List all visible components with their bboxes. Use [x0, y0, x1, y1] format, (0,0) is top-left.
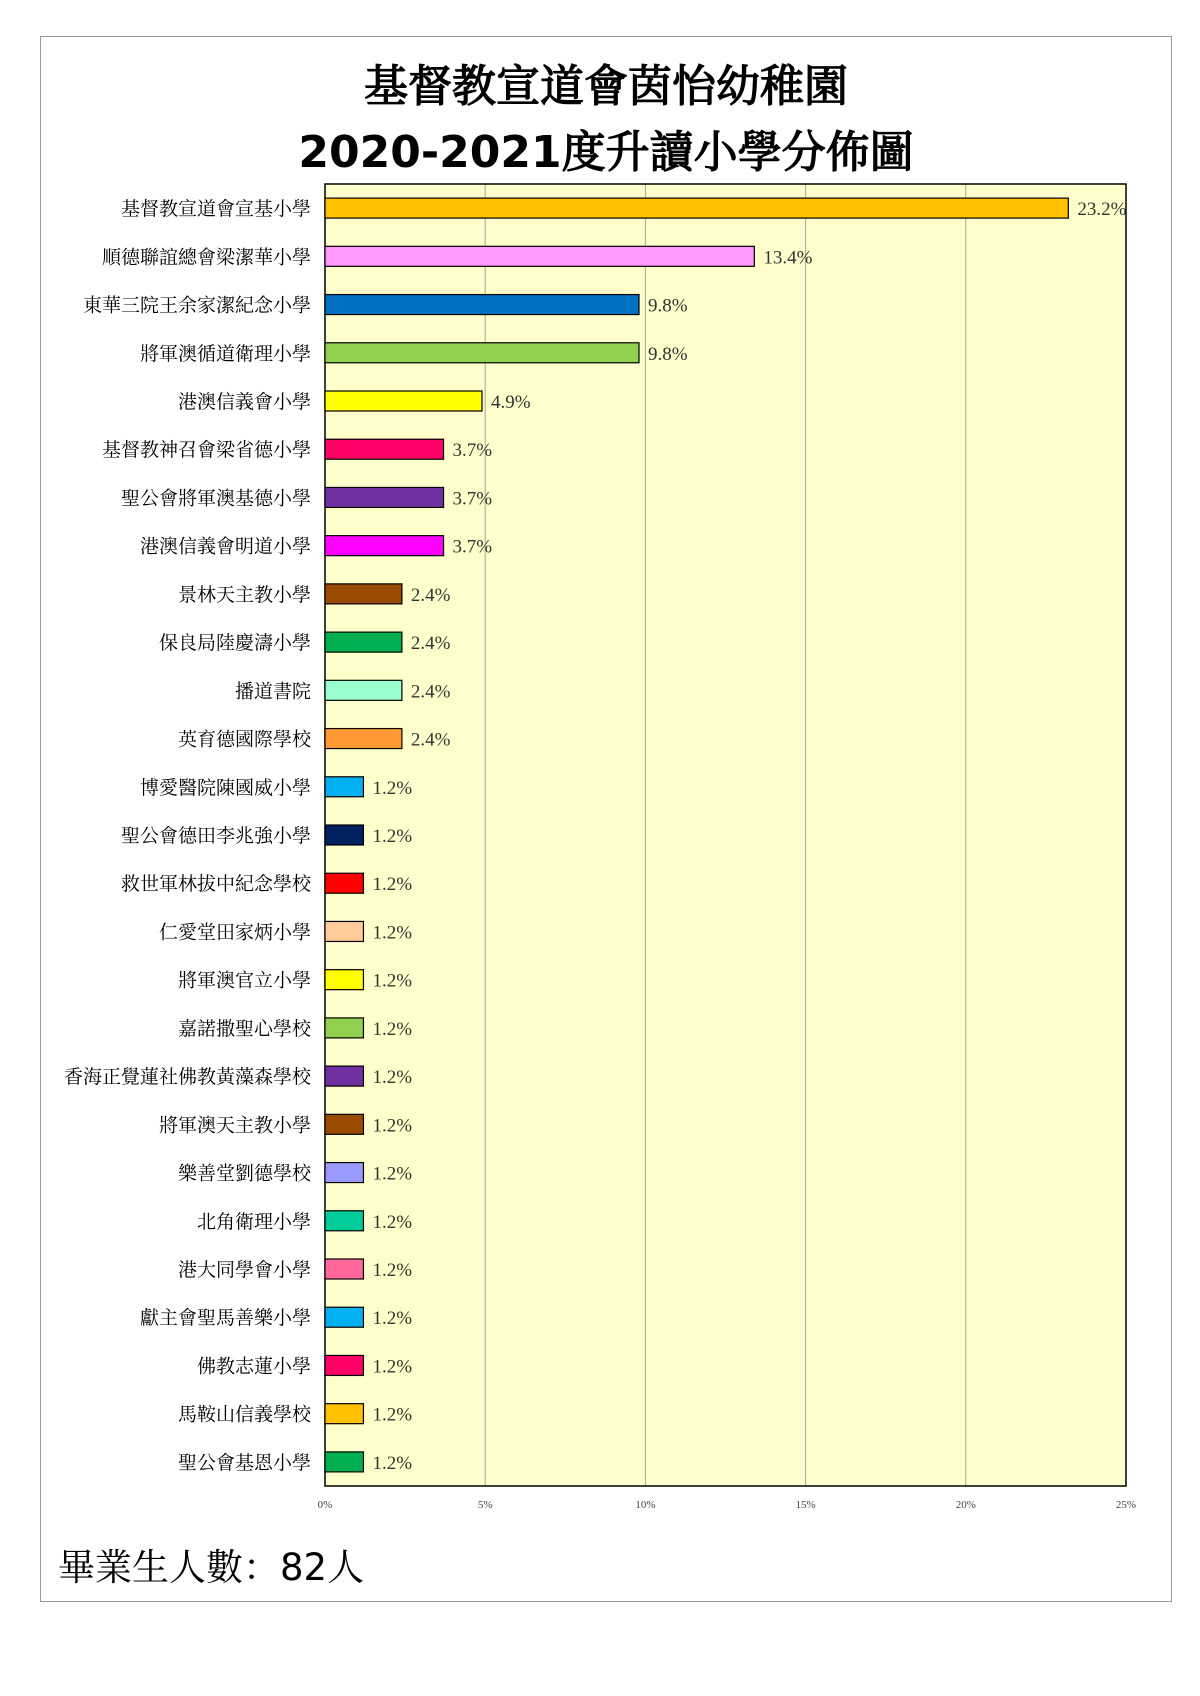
data-label: 1.2%: [372, 1356, 413, 1378]
bar: [325, 632, 402, 652]
data-label: 2.4%: [410, 729, 451, 751]
category-label: 景林天主教小學: [177, 583, 311, 606]
category-label: 香海正覺蓮社佛教黃藻森學校: [63, 1066, 311, 1089]
x-tick-label: 20%: [955, 1499, 976, 1511]
data-label: 1.2%: [372, 1115, 413, 1137]
plot-area: [325, 184, 1126, 1486]
data-label: 3.7%: [452, 440, 493, 462]
bar: [325, 1163, 363, 1183]
category-label: 港大同學會小學: [177, 1259, 311, 1281]
category-label: 港澳信義會小學: [177, 391, 311, 413]
x-tick-label: 5%: [477, 1499, 493, 1511]
data-label: 1.2%: [372, 1260, 413, 1281]
x-tick-label: 10%: [635, 1499, 656, 1511]
category-label: 基督教宣道會宣基小學: [120, 198, 311, 221]
data-label: 4.9%: [490, 392, 531, 413]
chart-title: 基督教宣道會茵怡幼稚園: [364, 61, 848, 112]
bar: [325, 391, 482, 411]
category-label: 將軍澳循道衛理小學: [139, 342, 311, 365]
bar: [325, 536, 444, 556]
category-label: 播道書院: [234, 680, 311, 703]
bar: [325, 1355, 363, 1375]
data-label: 1.2%: [372, 1067, 413, 1089]
category-label: 聖公會基恩小學: [177, 1451, 311, 1474]
bar: [325, 1066, 363, 1086]
bar: [325, 777, 363, 797]
category-label: 保良局陸慶濤小學: [158, 632, 311, 655]
bar: [325, 873, 363, 893]
data-label: 9.8%: [647, 295, 688, 317]
category-label: 嘉諾撒聖心學校: [177, 1017, 311, 1040]
data-label: 1.2%: [372, 826, 413, 847]
data-label: 1.2%: [372, 1211, 413, 1233]
bar: [325, 439, 444, 459]
data-label: 3.7%: [452, 488, 493, 510]
category-label: 北角衛理小學: [196, 1210, 311, 1233]
bar: [325, 1404, 363, 1424]
category-label: 基督教神召會梁省德小學: [101, 439, 311, 462]
bar: [325, 1018, 363, 1038]
graduate-count: 畢業生人數：82人: [58, 1546, 365, 1589]
bar: [325, 1452, 363, 1472]
bar: [325, 295, 639, 315]
category-label: 獻主會聖馬善樂小學: [139, 1307, 311, 1330]
category-label: 聖公會將軍澳基德小學: [120, 487, 311, 510]
bar: [325, 1259, 363, 1279]
x-tick-label: 15%: [795, 1499, 816, 1511]
x-tick-label: 25%: [1115, 1499, 1137, 1511]
bar: [325, 246, 754, 266]
data-label: 2.4%: [410, 681, 451, 703]
bar: [325, 584, 402, 604]
bar: [325, 970, 363, 990]
category-label: 馬鞍山信義學校: [177, 1403, 311, 1426]
bar: [325, 825, 363, 845]
bar: [325, 343, 639, 363]
category-label: 東華三院王余家潔紀念小學: [82, 294, 311, 317]
category-label: 博愛醫院陳國威小學: [139, 776, 311, 799]
category-label: 聖公會德田李兆強小學: [120, 825, 311, 847]
data-label: 1.2%: [372, 922, 413, 944]
data-label: 1.2%: [372, 1163, 413, 1185]
bar: [325, 198, 1068, 218]
bar: [325, 487, 444, 507]
data-label: 1.2%: [372, 777, 413, 799]
category-label: 救世軍林拔中紀念學校: [120, 873, 311, 896]
bar: [325, 1114, 363, 1134]
category-label: 英育德國際學校: [177, 728, 311, 751]
category-label: 順德聯誼總會梁潔華小學: [101, 246, 311, 269]
category-label: 將軍澳官立小學: [177, 969, 311, 992]
data-label: 1.2%: [372, 1018, 413, 1040]
data-label: 3.7%: [452, 536, 493, 558]
data-label: 1.2%: [372, 970, 413, 992]
x-tick-label: 0%: [317, 1499, 333, 1511]
data-label: 9.8%: [647, 343, 688, 365]
data-label: 13.4%: [763, 247, 813, 269]
category-label: 港澳信義會明道小學: [139, 535, 311, 558]
chart-subtitle: 2020-2021度升讀小學分佈圖: [298, 127, 914, 178]
data-label: 23.2%: [1077, 199, 1127, 221]
data-label: 1.2%: [372, 1308, 413, 1330]
bar: [325, 1211, 363, 1231]
data-label: 1.2%: [372, 1404, 413, 1426]
bar: [325, 1307, 363, 1327]
category-label: 樂善堂劉德學校: [177, 1162, 311, 1185]
bar: [325, 921, 363, 941]
data-label: 2.4%: [410, 584, 451, 606]
bar: [325, 680, 402, 700]
category-label: 將軍澳天主教小學: [158, 1114, 311, 1137]
data-label: 2.4%: [410, 633, 451, 655]
bar: [325, 729, 402, 749]
data-label: 1.2%: [372, 874, 413, 896]
category-label: 仁愛堂田家炳小學: [158, 921, 311, 944]
category-label: 佛教志蓮小學: [196, 1355, 311, 1378]
data-label: 1.2%: [372, 1452, 413, 1474]
